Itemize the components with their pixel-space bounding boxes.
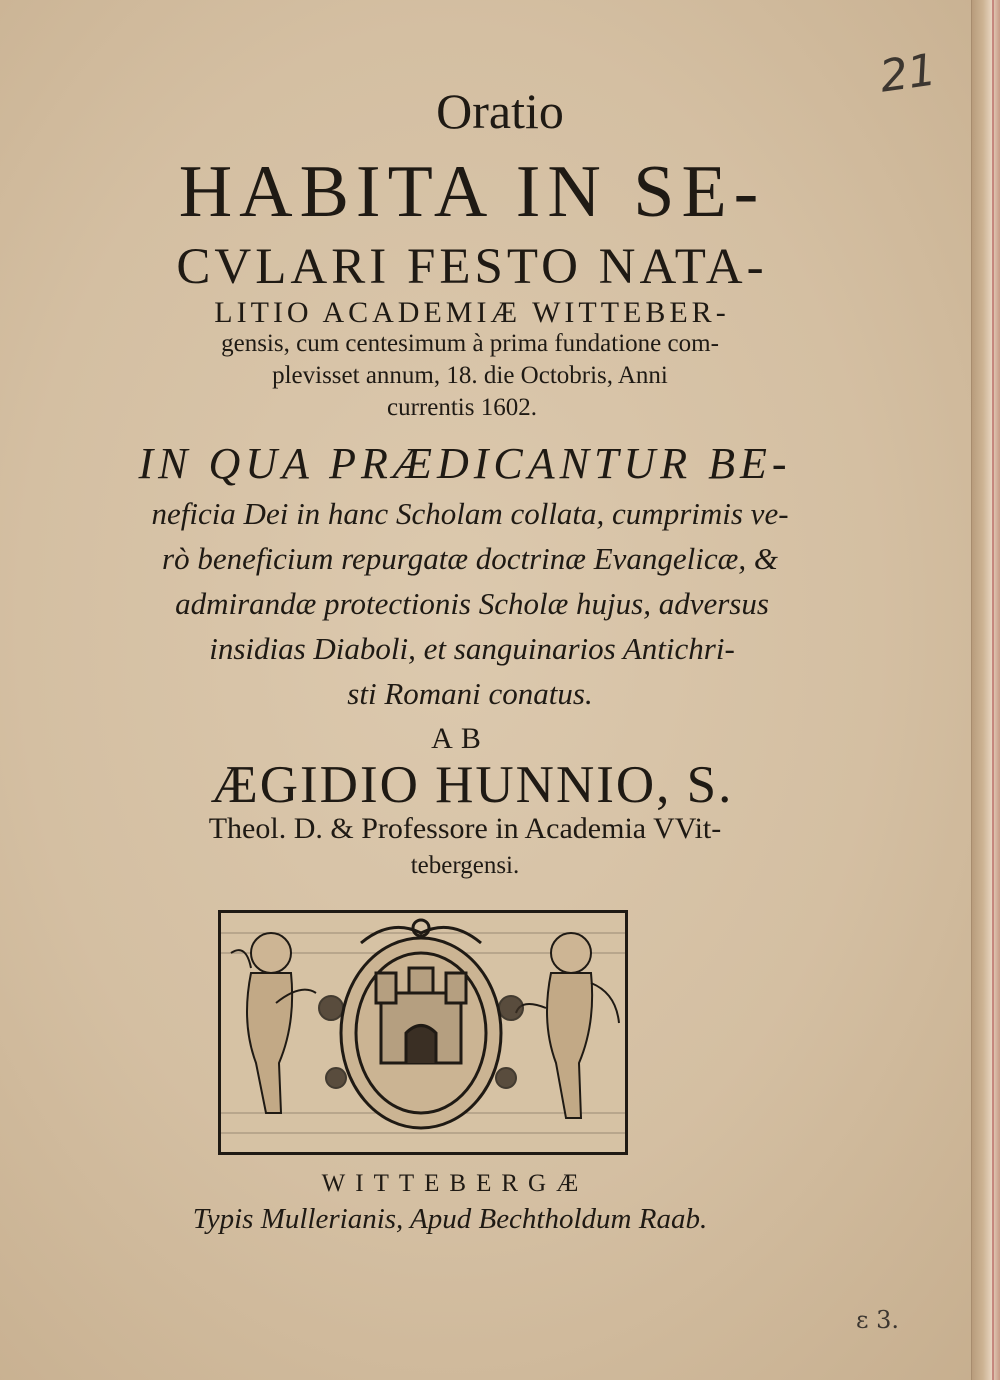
title-line-2: CVLARI FESTO NATA-	[176, 239, 768, 295]
ab-label: AB	[431, 722, 489, 755]
title-line-3: LITIO ACADEMIÆ WITTEBER-	[214, 296, 730, 329]
title-line-1: HABITA IN SE-	[178, 151, 766, 233]
printer-device-woodcut-icon	[218, 910, 628, 1155]
affiliation-line-2: tebergensi.	[410, 852, 520, 879]
subtitle-line-3: currentis 1602.	[387, 394, 537, 421]
italic-line-3: rò beneficium repurgatæ doctrinæ Evangelicæ, &	[162, 541, 778, 576]
subtitle-line-1: gensis, cum centesimum à prima fundatione com-	[221, 330, 719, 357]
italic-line-5: insidias Diaboli, et sanguinarios Antichri-	[209, 631, 735, 666]
subtitle-line-2: plevisset annum, 18. die Octobris, Anni	[272, 362, 668, 389]
handwritten-folio-number: 21	[876, 44, 940, 103]
italic-line-6: sti Romani conatus.	[347, 676, 593, 711]
place-of-printing: WITTEBERGÆ	[321, 1170, 589, 1197]
castle-shield-emblem	[341, 938, 501, 1128]
heading-oratio: Oratio	[436, 83, 564, 139]
red-page-edge-line	[992, 0, 994, 1380]
page-edge	[971, 0, 1000, 1380]
printer-line: Typis Mullerianis, Apud Bechtholdum Raab.	[192, 1203, 708, 1235]
affiliation-line-1: Theol. D. & Professore in Academia VVit-	[208, 812, 722, 845]
italic-line-1: IN QUA PRÆDICANTUR BE-	[138, 439, 792, 488]
italic-line-4: admirandæ protectionis Scholæ hujus, adversus	[175, 586, 769, 621]
italic-line-2: neficia Dei in hanc Scholam collata, cumprimis ve-	[151, 496, 789, 531]
author-name: ÆGIDIO HUNNIO, S.	[210, 756, 734, 814]
signature-mark: ɛ 3.	[856, 1306, 899, 1334]
